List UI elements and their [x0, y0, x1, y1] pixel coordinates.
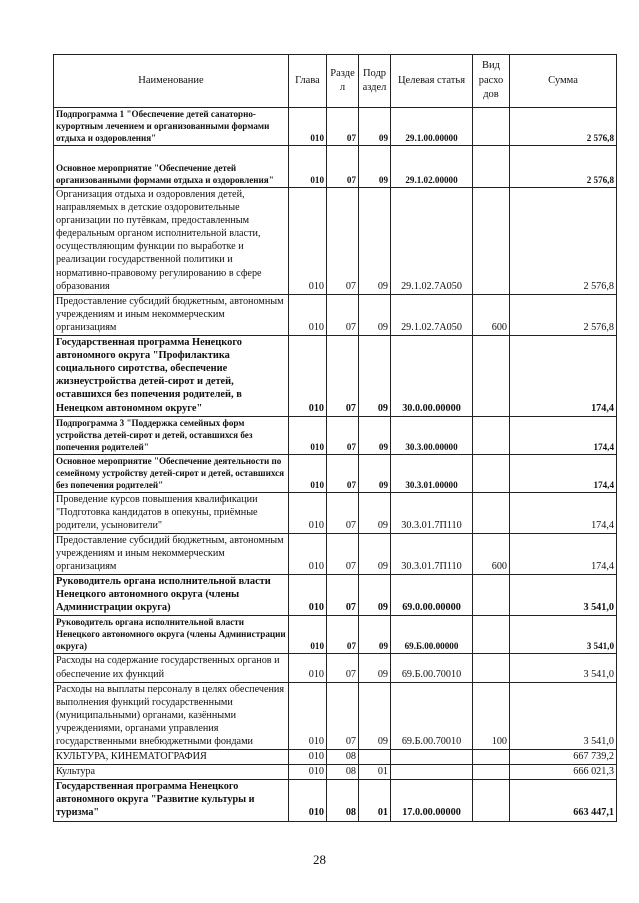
row-name: КУЛЬТУРА, КИНЕМАТОГРАФИЯ [54, 750, 289, 765]
budget-table [53, 54, 617, 822]
row-subsection: 09 [359, 682, 391, 749]
row-target: 30.3.00.00000 [391, 416, 473, 454]
row-name: Государственная программа Ненецкого автономного округа "Развитие культуры и туризма" [54, 780, 289, 821]
row-sum: 2 576,8 [510, 108, 617, 146]
row-expense-type [473, 654, 510, 682]
row-chapter: 010 [289, 188, 327, 295]
table-row [54, 146, 617, 188]
row-expense-type: 600 [473, 294, 510, 335]
row-target: 30.3.01.7П110 [391, 492, 473, 533]
row-section: 07 [327, 492, 359, 533]
row-expense-type: 600 [473, 533, 510, 574]
row-sum: 666 021,3 [510, 765, 617, 780]
row-name: Расходы на содержание государственных органов и обеспечение их функций [54, 654, 289, 682]
row-subsection: 09 [359, 294, 391, 335]
row-target: 69.Б.00.00000 [391, 616, 473, 654]
row-section: 08 [327, 780, 359, 821]
table-row [54, 765, 617, 780]
row-expense-type [473, 108, 510, 146]
row-subsection [359, 750, 391, 765]
row-expense-type [473, 575, 510, 616]
table-row [54, 416, 617, 454]
row-subsection: 09 [359, 416, 391, 454]
row-sum: 2 576,8 [510, 188, 617, 295]
row-name: Проведение курсов повышения квалификации "Подготовка кандидатов в опекуны, приёмные родители, усыновители" [54, 492, 289, 533]
row-subsection: 09 [359, 454, 391, 492]
row-chapter: 010 [289, 575, 327, 616]
row-subsection: 09 [359, 616, 391, 654]
row-target: 69.Б.00.70010 [391, 682, 473, 749]
header-target: Целевая статья [391, 55, 473, 108]
row-name: Основное мероприятие "Обеспечение детей организованными формами отдыха и оздоровления" [54, 146, 289, 188]
table-header-row [54, 55, 617, 108]
header-sum: Сумма [510, 55, 617, 108]
row-chapter: 010 [289, 294, 327, 335]
row-name: Культура [54, 765, 289, 780]
row-sum: 3 541,0 [510, 682, 617, 749]
row-sum: 663 447,1 [510, 780, 617, 821]
row-name: Подпрограмма 3 "Поддержка семейных форм устройства детей-сирот и детей, оставшихся без попечения родителей" [54, 416, 289, 454]
row-subsection: 09 [359, 188, 391, 295]
row-section: 07 [327, 146, 359, 188]
row-sum: 174,4 [510, 492, 617, 533]
table-row [54, 492, 617, 533]
row-section: 08 [327, 750, 359, 765]
row-target: 30.3.01.7П110 [391, 533, 473, 574]
row-target: 29.1.02.7А050 [391, 188, 473, 295]
row-target: 29.1.02.00000 [391, 146, 473, 188]
row-section: 08 [327, 765, 359, 780]
header-subsection: Подр аздел [359, 55, 391, 108]
row-subsection: 09 [359, 575, 391, 616]
header-expense-type: Вид расхо дов [473, 55, 510, 108]
row-section: 07 [327, 294, 359, 335]
header-name: Наименование [54, 55, 289, 108]
row-subsection: 09 [359, 533, 391, 574]
row-expense-type [473, 750, 510, 765]
row-chapter: 010 [289, 492, 327, 533]
row-target: 30.0.00.00000 [391, 336, 473, 417]
row-target: 69.Б.00.70010 [391, 654, 473, 682]
row-subsection: 09 [359, 336, 391, 417]
row-target: 30.3.01.00000 [391, 454, 473, 492]
table-row [54, 654, 617, 682]
row-chapter: 010 [289, 146, 327, 188]
table-row [54, 575, 617, 616]
row-section: 07 [327, 108, 359, 146]
row-target: 69.0.00.00000 [391, 575, 473, 616]
row-section: 07 [327, 616, 359, 654]
row-sum: 174,4 [510, 533, 617, 574]
row-subsection: 09 [359, 108, 391, 146]
table-row [54, 108, 617, 146]
row-section: 07 [327, 575, 359, 616]
row-name: Организация отдыха и оздоровления детей, направляемых в детские оздоровительные организации по путёвкам, предоставленным федеральным органом исполнительной власти, осуществляющим функции по выработке и реализации государственной политики и нормативно-правовому регулированию в сфере образования [54, 188, 289, 295]
row-subsection: 09 [359, 146, 391, 188]
table-row [54, 454, 617, 492]
table-row [54, 616, 617, 654]
row-section: 07 [327, 188, 359, 295]
row-chapter: 010 [289, 654, 327, 682]
row-target: 29.1.02.7А050 [391, 294, 473, 335]
row-chapter: 010 [289, 682, 327, 749]
row-chapter: 010 [289, 765, 327, 780]
row-expense-type [473, 336, 510, 417]
row-name: Подпрограмма 1 "Обеспечение детей санаторно-курортным лечением и организованными формами отдыха и оздоровления" [54, 108, 289, 146]
row-name: Расходы на выплаты персоналу в целях обеспечения выполнения функций государственными (муниципальными) органами, казёнными учреждениями, органами управления государственными внебюджетными фондами [54, 682, 289, 749]
row-section: 07 [327, 533, 359, 574]
row-name: Руководитель органа исполнительной власти Ненецкого автономного округа (члены Администрации округа) [54, 616, 289, 654]
row-section: 07 [327, 682, 359, 749]
row-sum: 3 541,0 [510, 575, 617, 616]
row-target [391, 750, 473, 765]
row-name: Основное мероприятие "Обеспечение деятельности по семейному устройству детей-сирот и детей, оставшихся без попечения родителей" [54, 454, 289, 492]
row-expense-type [473, 188, 510, 295]
row-chapter: 010 [289, 750, 327, 765]
row-section: 07 [327, 336, 359, 417]
row-chapter: 010 [289, 780, 327, 821]
row-sum: 2 576,8 [510, 146, 617, 188]
row-sum: 3 541,0 [510, 616, 617, 654]
row-sum: 174,4 [510, 336, 617, 417]
row-expense-type [473, 492, 510, 533]
row-name: Руководитель органа исполнительной власти Ненецкого автономного округа (члены Администрации округа) [54, 575, 289, 616]
row-expense-type [473, 416, 510, 454]
row-sum: 174,4 [510, 454, 617, 492]
row-sum: 2 576,8 [510, 294, 617, 335]
row-expense-type [473, 616, 510, 654]
table-row [54, 682, 617, 749]
row-target: 29.1.00.00000 [391, 108, 473, 146]
header-chapter: Глава [289, 55, 327, 108]
row-chapter: 010 [289, 454, 327, 492]
row-sum: 667 739,2 [510, 750, 617, 765]
row-subsection: 09 [359, 654, 391, 682]
row-expense-type [473, 780, 510, 821]
row-expense-type [473, 765, 510, 780]
row-target: 17.0.00.00000 [391, 780, 473, 821]
row-section: 07 [327, 416, 359, 454]
row-subsection: 09 [359, 492, 391, 533]
row-name: Предоставление субсидий бюджетным, автономным учреждениям и иным некоммерческим организациям [54, 294, 289, 335]
row-chapter: 010 [289, 336, 327, 417]
row-sum: 3 541,0 [510, 654, 617, 682]
row-name: Предоставление субсидий бюджетным, автономным учреждениям и иным некоммерческим организациям [54, 533, 289, 574]
row-section: 07 [327, 654, 359, 682]
row-section: 07 [327, 454, 359, 492]
table-row [54, 750, 617, 765]
row-expense-type [473, 146, 510, 188]
row-subsection: 01 [359, 780, 391, 821]
row-chapter: 010 [289, 533, 327, 574]
table-row [54, 336, 617, 417]
table-row [54, 188, 617, 295]
row-name: Государственная программа Ненецкого автономного округа "Профилактика социального сиротства, обеспечение жизнеустройства детей-сирот и детей, оставшихся без попечения родителей, в Ненецком автономном округе" [54, 336, 289, 417]
table-row [54, 780, 617, 821]
row-expense-type [473, 454, 510, 492]
row-chapter: 010 [289, 416, 327, 454]
row-expense-type: 100 [473, 682, 510, 749]
page-number: 28 [313, 852, 326, 867]
row-subsection: 01 [359, 765, 391, 780]
row-chapter: 010 [289, 616, 327, 654]
row-sum: 174,4 [510, 416, 617, 454]
table-row [54, 294, 617, 335]
header-section: Разде л [327, 55, 359, 108]
table-row [54, 533, 617, 574]
row-chapter: 010 [289, 108, 327, 146]
row-target [391, 765, 473, 780]
